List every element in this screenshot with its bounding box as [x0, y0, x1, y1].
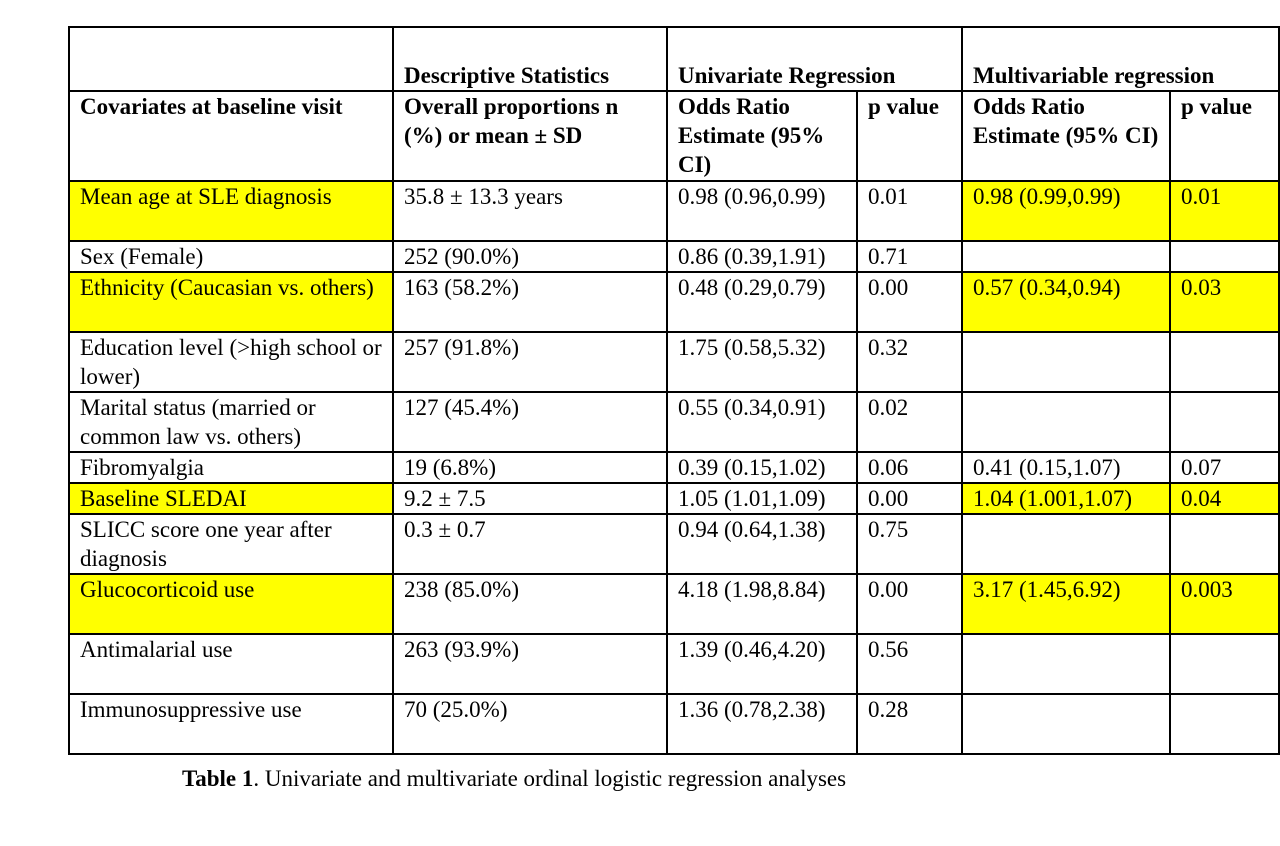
- cell-uni-or: 1.39 (0.46,4.20): [667, 634, 857, 694]
- cell-multi-p: 0.03: [1170, 272, 1279, 332]
- cell-multi-or: [962, 332, 1170, 392]
- cell-covariate: Ethnicity (Caucasian vs. others): [69, 272, 393, 332]
- cell-multi-p: 0.04: [1170, 483, 1279, 514]
- cell-multi-or: [962, 392, 1170, 452]
- cell-multi-or: 1.04 (1.001,1.07): [962, 483, 1170, 514]
- cell-uni-or: 0.39 (0.15,1.02): [667, 452, 857, 483]
- group-header-descriptive: Descriptive Statistics: [393, 27, 667, 91]
- cell-multi-p: [1170, 241, 1279, 272]
- cell-uni-p: 0.71: [857, 241, 962, 272]
- cell-multi-p: [1170, 514, 1279, 574]
- table-row: [69, 514, 1279, 574]
- cell-covariate: Marital status (married or common law vs. others): [69, 392, 393, 452]
- table-row: [69, 452, 1279, 483]
- cell-uni-p: 0.32: [857, 332, 962, 392]
- column-header-multi-or: Odds Ratio Estimate (95% CI): [962, 91, 1170, 181]
- table-row: [69, 694, 1279, 754]
- cell-multi-p: [1170, 392, 1279, 452]
- cell-multi-or: 0.41 (0.15,1.07): [962, 452, 1170, 483]
- table-row: [69, 483, 1279, 514]
- cell-covariate: Sex (Female): [69, 241, 393, 272]
- cell-uni-p: 0.01: [857, 181, 962, 241]
- table-row: [69, 181, 1279, 241]
- cell-uni-or: 4.18 (1.98,8.84): [667, 574, 857, 634]
- cell-multi-p: 0.003: [1170, 574, 1279, 634]
- column-header-covariates: Covariates at baseline visit: [69, 91, 393, 181]
- cell-uni-p: 0.00: [857, 483, 962, 514]
- table-row: [69, 332, 1279, 392]
- group-header-blank: [69, 27, 393, 91]
- table-row: [69, 392, 1279, 452]
- column-header-overall: Overall proportions n (%) or mean ± SD: [393, 91, 667, 181]
- cell-uni-or: 0.98 (0.96,0.99): [667, 181, 857, 241]
- cell-uni-p: 0.75: [857, 514, 962, 574]
- cell-overall: 70 (25.0%): [393, 694, 667, 754]
- cell-multi-or: [962, 694, 1170, 754]
- cell-uni-p: 0.28: [857, 694, 962, 754]
- cell-covariate: Baseline SLEDAI: [69, 483, 393, 514]
- cell-multi-or: 0.98 (0.99,0.99): [962, 181, 1170, 241]
- cell-multi-or: 3.17 (1.45,6.92): [962, 574, 1170, 634]
- cell-overall: 0.3 ± 0.7: [393, 514, 667, 574]
- cell-overall: 252 (90.0%): [393, 241, 667, 272]
- column-header-uni-or: Odds Ratio Estimate (95% CI): [667, 91, 857, 181]
- group-header-row: [69, 27, 1279, 91]
- column-header-row: [69, 91, 1279, 181]
- cell-covariate: Immunosuppressive use: [69, 694, 393, 754]
- group-header-multivariable: Multivariable regression: [962, 27, 1279, 91]
- cell-multi-p: 0.01: [1170, 181, 1279, 241]
- cell-covariate: Antimalarial use: [69, 634, 393, 694]
- cell-uni-or: 0.94 (0.64,1.38): [667, 514, 857, 574]
- column-header-uni-p: p value: [857, 91, 962, 181]
- cell-overall: 19 (6.8%): [393, 452, 667, 483]
- cell-covariate: Mean age at SLE diagnosis: [69, 181, 393, 241]
- cell-uni-p: 0.00: [857, 574, 962, 634]
- table-caption: [182, 764, 846, 793]
- cell-overall: 257 (91.8%): [393, 332, 667, 392]
- cell-overall: 127 (45.4%): [393, 392, 667, 452]
- caption-label: Table 1: [182, 766, 254, 791]
- cell-covariate: SLICC score one year after diagnosis: [69, 514, 393, 574]
- cell-uni-or: 1.05 (1.01,1.09): [667, 483, 857, 514]
- table-row: [69, 634, 1279, 694]
- cell-multi-or: [962, 514, 1170, 574]
- cell-covariate: Glucocorticoid use: [69, 574, 393, 634]
- cell-uni-p: 0.56: [857, 634, 962, 694]
- cell-overall: 9.2 ± 7.5: [393, 483, 667, 514]
- cell-overall: 163 (58.2%): [393, 272, 667, 332]
- table-row: [69, 272, 1279, 332]
- cell-multi-p: [1170, 634, 1279, 694]
- cell-multi-or: [962, 241, 1170, 272]
- cell-covariate: Education level (>high school or lower): [69, 332, 393, 392]
- table-row: [69, 241, 1279, 272]
- cell-overall: 263 (93.9%): [393, 634, 667, 694]
- cell-uni-p: 0.00: [857, 272, 962, 332]
- cell-overall: 35.8 ± 13.3 years: [393, 181, 667, 241]
- cell-overall: 238 (85.0%): [393, 574, 667, 634]
- cell-uni-or: 0.48 (0.29,0.79): [667, 272, 857, 332]
- cell-multi-p: [1170, 332, 1279, 392]
- cell-multi-or: [962, 634, 1170, 694]
- cell-multi-or: 0.57 (0.34,0.94): [962, 272, 1170, 332]
- group-header-univariate: Univariate Regression: [667, 27, 962, 91]
- cell-uni-or: 0.55 (0.34,0.91): [667, 392, 857, 452]
- cell-multi-p: 0.07: [1170, 452, 1279, 483]
- cell-uni-p: 0.06: [857, 452, 962, 483]
- cell-uni-p: 0.02: [857, 392, 962, 452]
- caption-text: . Univariate and multivariate ordinal logistic regression analyses: [253, 766, 847, 791]
- column-header-multi-p: p value: [1170, 91, 1279, 181]
- cell-uni-or: 1.36 (0.78,2.38): [667, 694, 857, 754]
- cell-multi-p: [1170, 694, 1279, 754]
- table-row: [69, 574, 1279, 634]
- cell-uni-or: 0.86 (0.39,1.91): [667, 241, 857, 272]
- regression-table: [68, 26, 1280, 755]
- cell-uni-or: 1.75 (0.58,5.32): [667, 332, 857, 392]
- cell-covariate: Fibromyalgia: [69, 452, 393, 483]
